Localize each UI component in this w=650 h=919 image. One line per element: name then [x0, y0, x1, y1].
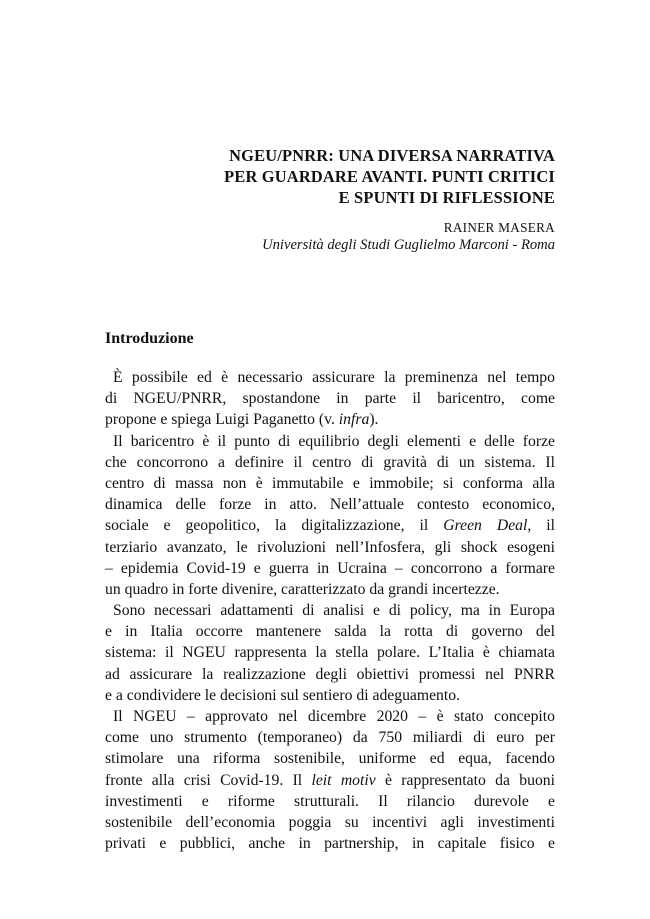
title-line: E SPUNTI DI RIFLESSIONE — [338, 188, 555, 207]
body-line: – epidemia Covid-19 e guerra in Ucraina – concorrono a formare — [105, 559, 555, 577]
body-line: fronte alla crisi Covid-19. Il leit motiv è rappresentato da buoni — [105, 771, 555, 789]
body-line: terziario avanzato, le rivoluzioni nell’Infosfera, gli shock esogeni — [105, 538, 555, 556]
italic-term: Green Deal — [443, 517, 528, 535]
body-line: un quadro in forte divenire, caratterizzato da grandi incertezze. — [105, 580, 500, 598]
body-line: di NGEU/PNRR, spostandone in parte il baricentro, come — [105, 390, 555, 408]
italic-term: leit motiv — [311, 771, 376, 789]
body-line: ad assicurare la realizzazione degli obiettivi promessi nel PNRR — [105, 665, 555, 683]
body-line: e in Italia occorre mantenere salda la rotta di governo del — [105, 623, 555, 641]
body-line: Il baricentro è il punto di equilibrio degli elementi e delle forze — [113, 432, 555, 450]
body-line: che concorrono a definire il centro di gravità di un sistema. Il — [105, 453, 555, 471]
body-line: sistema: il NGEU rappresenta la stella polare. L’Italia è chiamata — [105, 644, 555, 662]
body-line: centro di massa non è immutabile e immobile; si conforma alla — [105, 474, 555, 492]
body-line: stimolare una riforma sostenibile, uniforme ed equa, facendo — [105, 750, 555, 768]
author-name: RAINER MASERA — [443, 220, 555, 235]
body-line: Il NGEU – approvato nel dicembre 2020 – è stato concepito — [113, 708, 555, 725]
body-line: investimenti e riforme strutturali. Il rilancio durevole e — [105, 792, 555, 810]
body-line: Sono necessari adattamenti di analisi e di policy, ma in Europa — [113, 602, 555, 620]
title-line: NGEU/PNRR: UNA DIVERSA NARRATIVA — [229, 146, 555, 165]
paper-title — [150, 145, 555, 208]
section-heading: Introduzione — [105, 330, 194, 347]
body-line: dinamica delle forze in atto. Nell’attuale contesto economico, — [105, 496, 555, 514]
italic-term: infra — [338, 411, 370, 429]
author-affiliation: Università degli Studi Guglielmo Marconi - Roma — [262, 237, 555, 253]
body-text — [105, 367, 555, 854]
title-line: PER GUARDARE AVANTI. PUNTI CRITICI — [224, 167, 555, 186]
body-line: e a condividere le decisioni sul sentiero di adeguamento. — [105, 686, 461, 704]
body-line: privati e pubblici, anche in partnership, in capitale fisico e — [105, 835, 555, 853]
body-line: È possibile ed è necessario assicurare la preminenza nel tempo — [113, 369, 555, 386]
body-line: sostenibile dell’economia poggia su incentivi agli investimenti — [105, 813, 555, 831]
body-line: come uno strumento (temporaneo) da 750 miliardi di euro per — [105, 729, 555, 747]
body-line: sociale e geopolitico, la digitalizzazione, il Green Deal, il — [105, 517, 555, 535]
body-line: propone e spiega Luigi Paganetto (v. infra). — [105, 411, 379, 429]
